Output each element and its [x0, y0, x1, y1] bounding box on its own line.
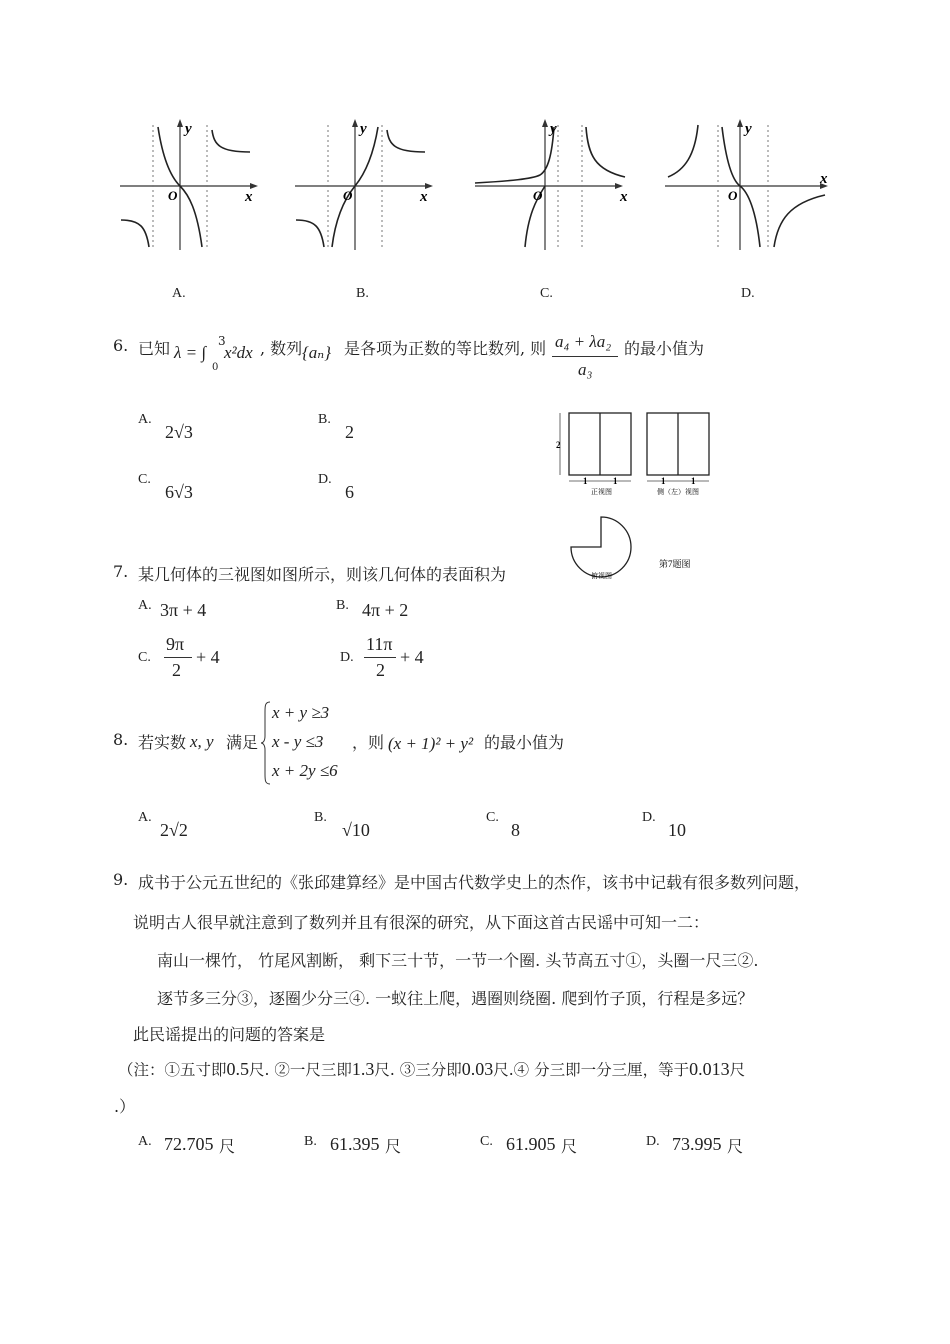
- q9-line-2: 说明古人很早就注意到了数列并且有很深的研究，从下面这首古民谣中可知一二：: [133, 913, 710, 932]
- q7-opt-d-num: 11π: [366, 634, 393, 654]
- q9-opt-b-label: B.: [304, 1134, 317, 1149]
- graph-label-b: B.: [356, 286, 369, 301]
- graph-a-x: x: [245, 189, 253, 205]
- q9-line-3: 南山一棵竹， 竹尾风割断， 剩下三十节，一节一个圈. 头节高五寸①，头圈一尺三②.: [157, 951, 759, 970]
- three-view-height: 2: [556, 440, 561, 450]
- three-view-dim2: 1: [613, 476, 618, 486]
- q9-opt-b-unit: 尺: [385, 1137, 402, 1156]
- q9-note-v3: 0.03: [461, 1059, 494, 1079]
- q6-number: 6.: [113, 336, 129, 355]
- q7-opt-d-den: 2: [376, 660, 385, 680]
- q6-upper: 3: [218, 334, 226, 348]
- q9-line-5: 此民谣提出的问题的答案是: [133, 1025, 326, 1044]
- q6-integrand: x²dx: [224, 343, 253, 362]
- q9-note-v1: 0.5: [226, 1059, 250, 1079]
- q9-note-c: 尺. ③三分即: [374, 1061, 462, 1079]
- q6-opt-a-value: 2√3: [165, 422, 193, 442]
- q6-text-d: 的最小值为: [624, 339, 705, 358]
- q8-vars: x, y: [190, 732, 214, 751]
- q9-opt-a-label: A.: [138, 1134, 152, 1149]
- q8-opt-c-value: 8: [511, 820, 520, 840]
- q7-opt-b-label: B.: [336, 598, 349, 613]
- graph-label-d: D.: [741, 286, 755, 301]
- graph-c-x: x: [620, 189, 628, 205]
- q9-opt-d-unit: 尺: [727, 1137, 744, 1156]
- q8-opt-c-label: C.: [486, 810, 499, 825]
- graph-label-c: C.: [540, 286, 553, 301]
- q7-opt-c-den: 2: [172, 660, 181, 680]
- q7-number: 7.: [113, 562, 129, 581]
- graph-b: [290, 115, 440, 255]
- q9-opt-d-label: D.: [646, 1134, 660, 1149]
- q7-opt-d-label: D.: [340, 650, 354, 665]
- q9-line-4: 逐节多三分③，逐圈少分三④. 一蚁往上爬，遇圈则绕圈. 爬到竹子顶，行程是多远？: [157, 989, 754, 1008]
- graph-c-o: O: [533, 188, 543, 203]
- q7-opt-a-label: A.: [138, 598, 152, 613]
- q9-note: [118, 1058, 745, 1080]
- q8-opt-b-label: B.: [314, 810, 327, 825]
- graph-b-o: O: [343, 188, 353, 203]
- q9-note-a: （注：①五寸即: [118, 1061, 227, 1079]
- three-view-figure: [555, 405, 725, 585]
- graph-c-y: y: [550, 121, 557, 137]
- graph-d: [660, 115, 835, 255]
- graph-label-a: A.: [172, 286, 186, 301]
- q9-note-v2: 1.3: [351, 1059, 375, 1079]
- q6-lambda: λ = ∫: [174, 343, 206, 362]
- q7-opt-d-tail: + 4: [400, 647, 424, 667]
- graph-a-o: O: [168, 188, 178, 203]
- q6-opt-b-value: 2: [345, 422, 354, 442]
- q8-text-c: ，则: [352, 733, 385, 752]
- q8-opt-b-value: √10: [342, 820, 370, 840]
- q7-opt-c-bar: [164, 657, 192, 658]
- q7-text: 某几何体的三视图如图所示，则该几何体的表面积为: [138, 565, 507, 584]
- q8-text-b: 满足: [226, 733, 259, 752]
- graph-b-x: x: [420, 189, 428, 205]
- q9-note-v4: 0.013: [689, 1059, 730, 1079]
- q8-opt-d-label: D.: [642, 810, 656, 825]
- graph-b-y: y: [360, 121, 367, 137]
- q6-opt-b-label: B.: [318, 412, 331, 427]
- q6-text-a: 已知: [138, 339, 171, 358]
- q6-opt-d-label: D.: [318, 472, 332, 487]
- three-view-side: 侧（左）视图: [657, 488, 699, 496]
- q8-brace-icon: [260, 700, 272, 786]
- q6-opt-d-value: 6: [345, 482, 354, 502]
- graph-d-o: O: [728, 188, 738, 203]
- graph-a-y: y: [185, 121, 192, 137]
- q6-text-c: 是各项为正数的等比数列, 则: [344, 339, 547, 358]
- q9-opt-a-unit: 尺: [219, 1137, 236, 1156]
- q7-opt-c-tail: + 4: [196, 647, 220, 667]
- q7-opt-c-num: 9π: [166, 634, 185, 654]
- q8-constraint-3: x + 2y ≤6: [272, 761, 338, 780]
- three-view-front: 正视图: [591, 488, 612, 496]
- q6-text-b: , 数列: [260, 339, 303, 358]
- q9-opt-b-value: 61.395: [330, 1134, 380, 1154]
- q6-lower: 0: [212, 362, 219, 373]
- q8-expr: (x + 1)² + y²: [388, 734, 474, 753]
- q9-note-close: .）: [114, 1097, 136, 1116]
- graph-a: [115, 115, 265, 255]
- q6-opt-c-value: 6√3: [165, 482, 193, 502]
- q9-opt-d-value: 73.995: [672, 1134, 722, 1154]
- q6-opt-c-label: C.: [138, 472, 151, 487]
- q9-opt-c-label: C.: [480, 1134, 493, 1149]
- q9-opt-c-value: 61.905: [506, 1134, 556, 1154]
- q6-seq: {aₙ}: [302, 343, 331, 362]
- q8-text-d: 的最小值为: [484, 733, 565, 752]
- q9-opt-a-value: 72.705: [164, 1134, 214, 1154]
- q8-number: 8.: [113, 730, 129, 749]
- q8-opt-a-label: A.: [138, 810, 152, 825]
- q8-constraint-2: x - y ≤3: [272, 732, 324, 751]
- q7-opt-d-bar: [364, 657, 396, 658]
- q7-opt-b-value: 4π + 2: [362, 600, 409, 620]
- three-view-dim3: 1: [661, 476, 666, 486]
- three-view-dim1: 1: [583, 476, 588, 486]
- q9-line-1: 成书于公元五世纪的《张邱建算经》是中国古代数学史上的杰作，该书中记载有很多数列问题，: [138, 873, 811, 892]
- graph-d-y: y: [745, 121, 752, 137]
- q8-opt-a-value: 2√2: [160, 820, 188, 840]
- q7-opt-c-label: C.: [138, 650, 151, 665]
- three-view-top: 俯视图: [591, 572, 612, 580]
- q6-opt-a-label: A.: [138, 412, 152, 427]
- q9-number: 9.: [113, 870, 129, 889]
- q6-frac-num: a₄ + λa₂: [555, 332, 612, 351]
- three-view-dim4: 1: [691, 476, 696, 486]
- q6-frac-bar: [552, 356, 618, 357]
- three-view-caption: 第7题图: [659, 559, 691, 569]
- q8-constraint-1: x + y ≥3: [272, 703, 330, 722]
- q9-note-e: 尺: [729, 1061, 746, 1079]
- q9-opt-c-unit: 尺: [561, 1137, 578, 1156]
- q8-opt-d-value: 10: [668, 820, 686, 840]
- q7-opt-a-value: 3π + 4: [160, 600, 207, 620]
- graph-d-x: x: [820, 171, 828, 187]
- graph-c: [470, 115, 630, 255]
- q6-frac-den: a₃: [578, 360, 593, 379]
- q8-text-a: 若实数: [138, 733, 187, 752]
- q9-note-d: 尺.④ 分三即一分三厘，等于: [493, 1061, 690, 1079]
- q9-note-b: 尺. ②一尺三即: [249, 1061, 352, 1079]
